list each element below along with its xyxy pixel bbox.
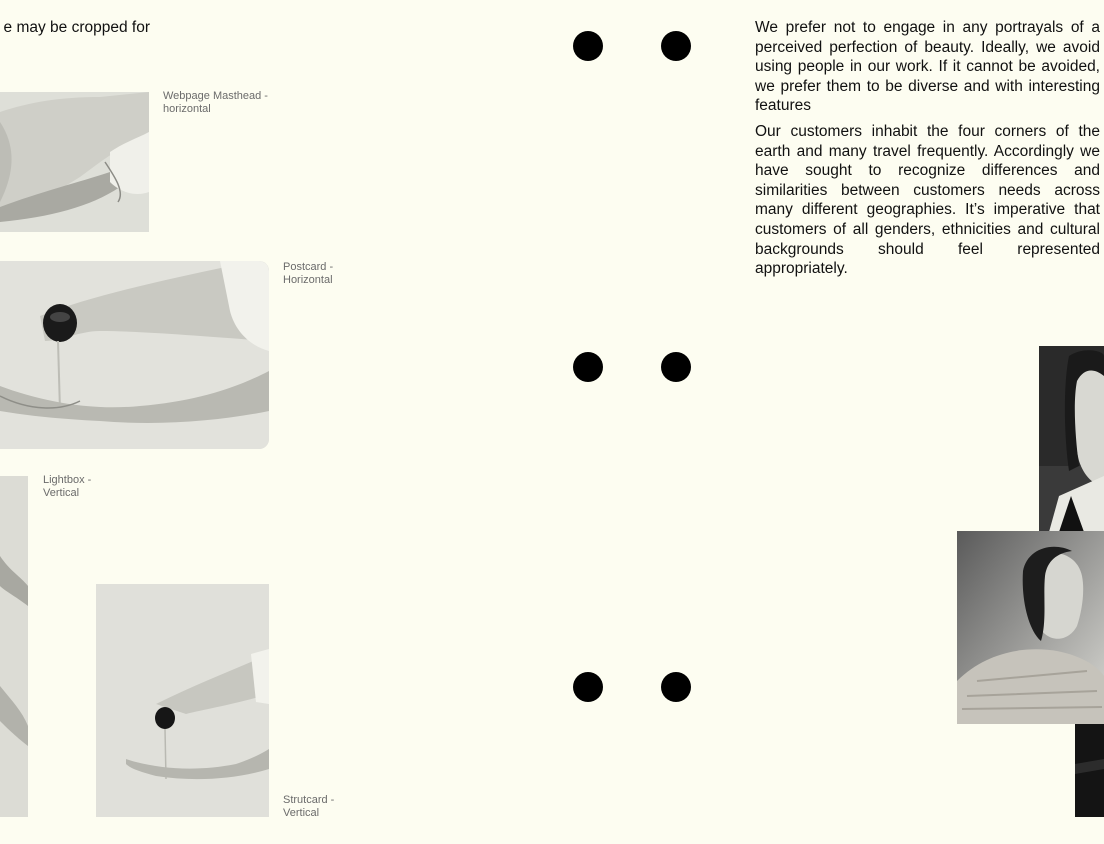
lightbox-photo (0, 476, 28, 817)
paragraph-beauty: We prefer not to engage in any portrayals of a perceived perfection of beauty. Ideally, we avoid using people in our work. If it cannot be avoided, we prefer them to be diverse and with interesting features (755, 19, 1100, 115)
dot-top-left (573, 31, 603, 61)
dot-top-right (661, 31, 691, 61)
caption-postcard: Postcard - Horizontal (283, 261, 334, 286)
caption-masthead: Webpage Masthead - horizontal (163, 90, 268, 115)
dot-bottom-left (573, 672, 603, 702)
portrait-bottom (1075, 724, 1104, 817)
dot-middle-left (573, 352, 603, 382)
caption-lightbox: Lightbox - Vertical (43, 474, 92, 499)
strutcard-photo (96, 584, 269, 817)
intro-text-fragment: e may be cropped for (3, 19, 150, 36)
portrait-top (1039, 346, 1104, 532)
masthead-photo (0, 92, 149, 232)
caption-strutcard: Strutcard - Vertical (283, 794, 335, 819)
portrait-middle (957, 531, 1104, 724)
postcard-photo (0, 261, 269, 449)
paragraph-customers: Our customers inhabit the four corners of the earth and many travel frequently. Accordingly we have sought to recognize differences and similarities between customers needs across many different geographies. It’s imperative that customers of all genders, ethnicities and cultural backgrounds should feel represented appropriately. (755, 123, 1100, 278)
dot-middle-right (661, 352, 691, 382)
dot-bottom-right (661, 672, 691, 702)
